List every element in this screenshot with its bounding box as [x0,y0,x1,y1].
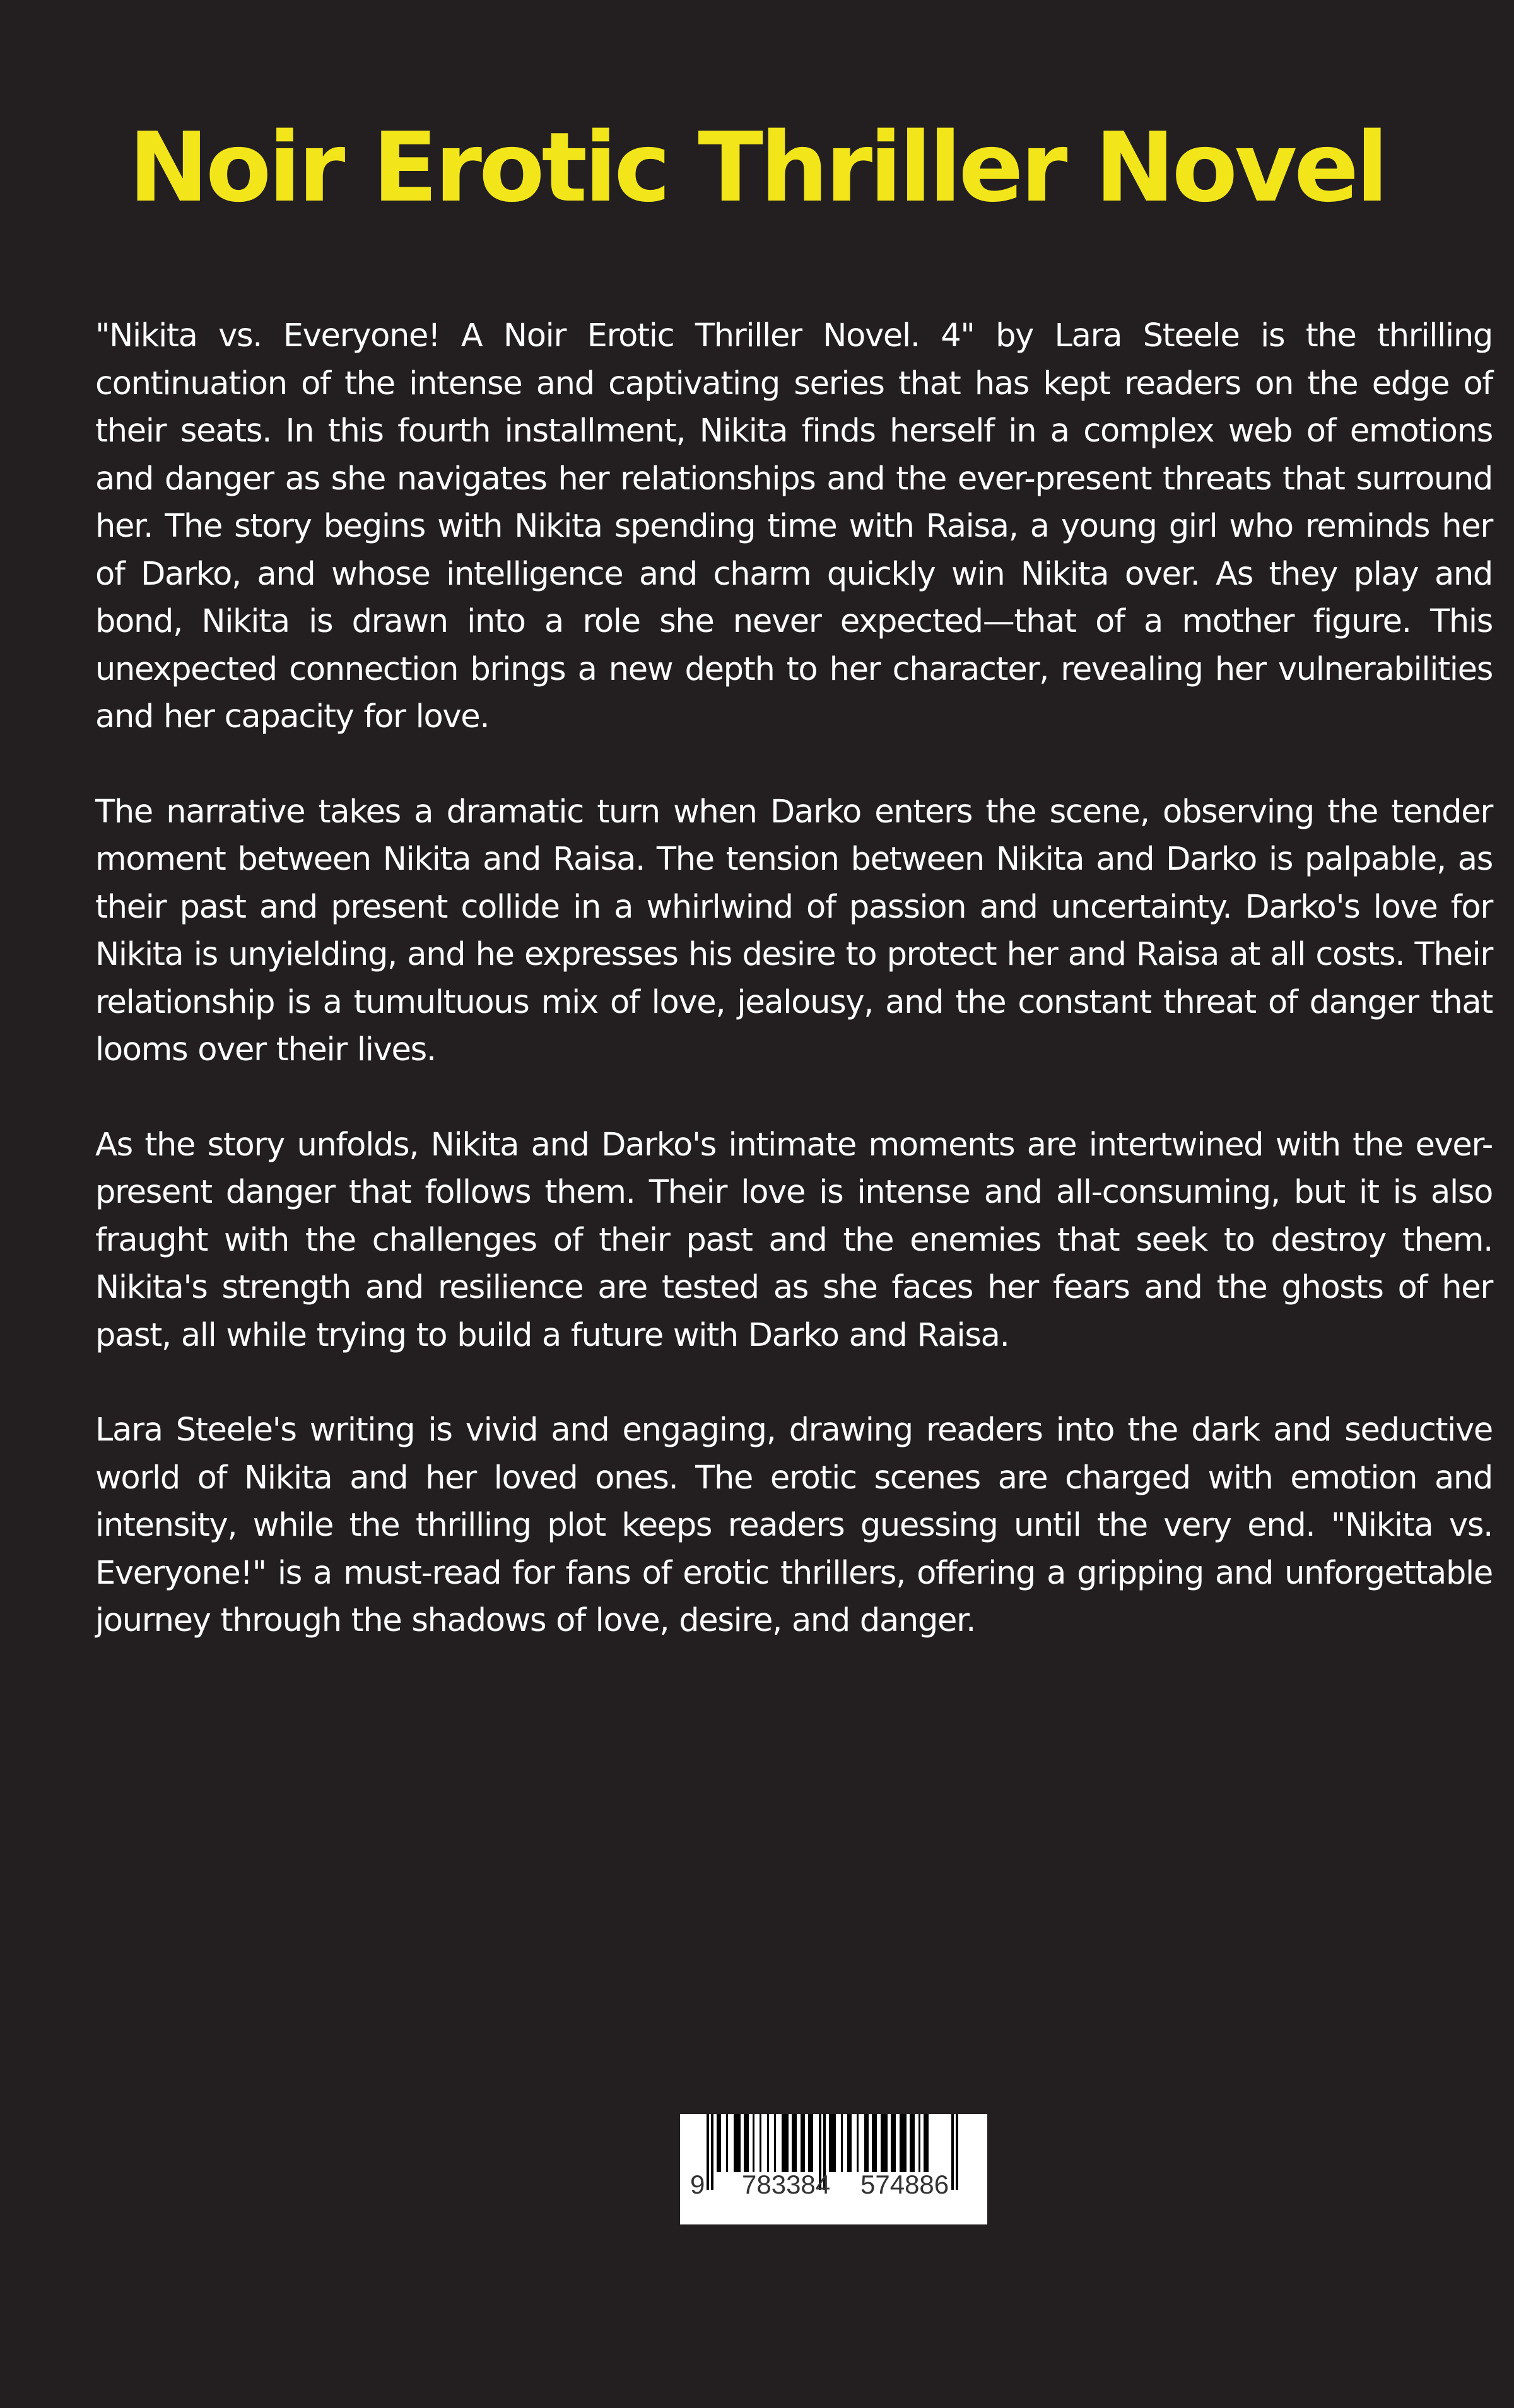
barcode-bar [872,2114,877,2172]
barcode-bar [774,2114,776,2172]
barcode-bar [717,2114,721,2172]
barcode-bar [707,2114,709,2190]
barcode-bar [924,2114,929,2172]
blurb-paragraph-3: As the story unfolds, Nikita and Darko's intimate moments are intertwined with the ever-present danger that follows them. Their love is intense and all-consuming, but it is also fraught with the challenges of their past and the enemies that seek to destroy them. Nikita's strength and resilience are tested as she faces her fears and the ghosts of her past, all while trying to build a future with Darko and Raisa. [95,1126,1493,1354]
barcode-bar [767,2114,769,2172]
barcode-bar [801,2114,805,2172]
barcode-bar [753,2114,754,2172]
barcode-bar [726,2114,728,2172]
barcode-bar [891,2114,896,2172]
barcode-bar [864,2114,869,2172]
barcode-bar [711,2114,713,2190]
barcode-bar [744,2114,749,2172]
barcode-bar [847,2114,852,2172]
barcode-bar [760,2114,761,2172]
barcode-left-digits: 783384 [742,2170,831,2199]
barcode-bar [808,2114,813,2172]
barcode-first-digit: 9 [690,2170,705,2199]
barcode-bar [841,2114,843,2172]
barcode-bar [734,2114,741,2172]
barcode-bar [900,2114,907,2172]
cover-title: Noir Erotic Thriller Novel [128,112,1386,223]
isbn-barcode [680,2114,987,2224]
barcode-bar [857,2114,859,2172]
blurb-paragraph-1: "Nikita vs. Everyone! A Noir Erotic Thriller Novel. 4" by Lara Steele is the thrilling continuation of the intense and captivating series that has kept readers on the edge of their seats. In this fourth installment, Nikita finds herself in a complex web of emotions and danger as she navigates her relationships and the ever-present threats that surround her. The story begins with Nikita spending time with Raisa, a young girl who reminds her of Darko, and whose intelligence and charm quickly win Nikita over. As they play and bond, Nikita is drawn into a role she never expected—that of a mother figure. This unexpected connection brings a new depth to her character, revealing her vulnerabilities and her capacity for love. [95,317,1493,735]
barcode-bar [918,2114,920,2172]
barcode-bar [829,2114,836,2172]
barcode-bar [792,2114,797,2172]
barcode-bar [910,2114,915,2172]
barcode-right-digits: 574886 [860,2170,949,2199]
blurb [95,312,1493,1692]
barcode-bar [782,2114,789,2172]
barcode-bar [881,2114,888,2172]
blurb-paragraph-4: Lara Steele's writing is vivid and engaging, drawing readers into the dark and seductive world of Nikita and her loved ones. The erotic scenes are charged with emotion and intensity, while the thrilling plot keeps readers guessing until the very end. "Nikita vs. Everyone!" is a must-read for fans of erotic thrillers, offering a gripping and unforgettable journey through the shadows of love, desire, and danger. [95,1411,1493,1639]
barcode-bar [951,2114,954,2190]
blurb-paragraph-2: The narrative takes a dramatic turn when Darko enters the scene, observing the tender moment between Nikita and Raisa. The tension between Nikita and Darko is palpable, as their past and present collide in a whirlwind of passion and uncertainty. Darko's love for Nikita is unyielding, and he expresses his desire to protect her and Raisa at all costs. Their relationship is a tumultuous mix of love, jealousy, and the constant threat of danger that looms over their lives. [95,793,1493,1068]
barcode-bar [956,2114,958,2190]
